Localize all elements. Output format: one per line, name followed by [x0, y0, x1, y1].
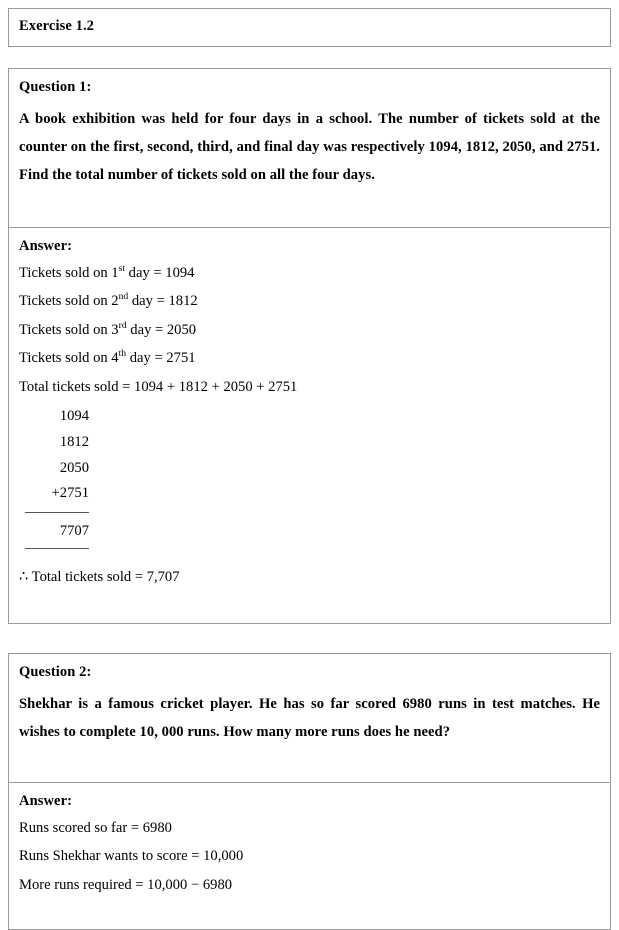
answer-pane-2	[9, 783, 610, 928]
answer-line	[19, 262, 600, 281]
answer-line	[19, 291, 600, 310]
answer-line-prefix: Runs Shekhar wants to score = 10,000	[19, 848, 244, 865]
question-2-spacer	[19, 746, 600, 772]
answer-label-2: Answer:	[19, 793, 73, 810]
answer-line	[19, 821, 600, 836]
answer-line-prefix: Tickets sold on 3	[19, 321, 119, 338]
sum-addend: 1094	[59, 408, 89, 425]
answer-line-suffix: day = 2751	[126, 350, 196, 367]
answer-line-total-expression	[19, 380, 600, 395]
sum-rule-top	[25, 512, 89, 513]
sum-addend: 1812	[59, 434, 89, 451]
question-pane-2	[9, 654, 610, 783]
answer-line-suffix: day = 1812	[128, 293, 198, 310]
ordinal-superscript: st	[118, 262, 126, 274]
ordinal-superscript: nd	[118, 291, 129, 303]
question-label-2: Question 2:	[19, 664, 92, 681]
sum-total: 7707	[59, 522, 89, 539]
question-label-1: Question 1:	[19, 78, 92, 95]
sum-addend-last: +2751	[51, 485, 89, 502]
answer-2-spacer	[19, 907, 600, 919]
answer-line-prefix: Tickets sold on 2	[19, 293, 119, 310]
answer-line	[19, 878, 600, 893]
sum-addend: 2050	[59, 459, 89, 476]
answer-line	[19, 348, 600, 367]
question-1-spacer	[19, 189, 600, 217]
ordinal-superscript: th	[118, 348, 127, 360]
answer-line-prefix: Tickets sold on 4	[19, 350, 119, 367]
question-answer-box-2	[8, 653, 611, 930]
answer-line	[19, 849, 600, 864]
answer-line-prefix: Runs scored so far = 6980	[19, 819, 172, 836]
answer-line-prefix: Total tickets sold = 1094 + 1812 + 2050 + 2751	[19, 378, 298, 395]
answer-line-prefix: More runs required = 10,000 − 6980	[19, 877, 233, 894]
ordinal-superscript: rd	[118, 319, 127, 331]
answer-line-prefix: Tickets sold on 1	[19, 264, 119, 281]
exercise-title: Exercise 1.2	[19, 18, 95, 34]
question-pane-1	[9, 69, 610, 228]
question-text-1: A book exhibition was held for four days in a school. The number of tickets sold at the counter on the first, second, third, and final day was respectively 1094, 1812, 2050, and 2751. Find the total number of tickets sold on all the four days.	[19, 111, 600, 184]
question-answer-box-1	[8, 68, 611, 624]
answer-pane-1	[9, 228, 610, 623]
answer-line-suffix: day = 2050	[126, 321, 197, 338]
vertical-addition-block	[25, 409, 89, 549]
question-text-2: Shekhar is a famous cricket player. He has so far scored 6980 runs in test matches. He wishes to complete 10, 000 runs. How many more runs does he need?	[19, 696, 600, 741]
sum-rule-bottom	[25, 548, 89, 549]
answer-conclusion-1: ∴ Total tickets sold = 7,707	[19, 569, 180, 586]
answer-label-1: Answer:	[19, 238, 73, 255]
answer-line	[19, 319, 600, 338]
exercise-header-box	[8, 8, 611, 47]
answer-1-spacer	[19, 585, 600, 613]
answer-line-suffix: day = 1094	[125, 264, 195, 281]
